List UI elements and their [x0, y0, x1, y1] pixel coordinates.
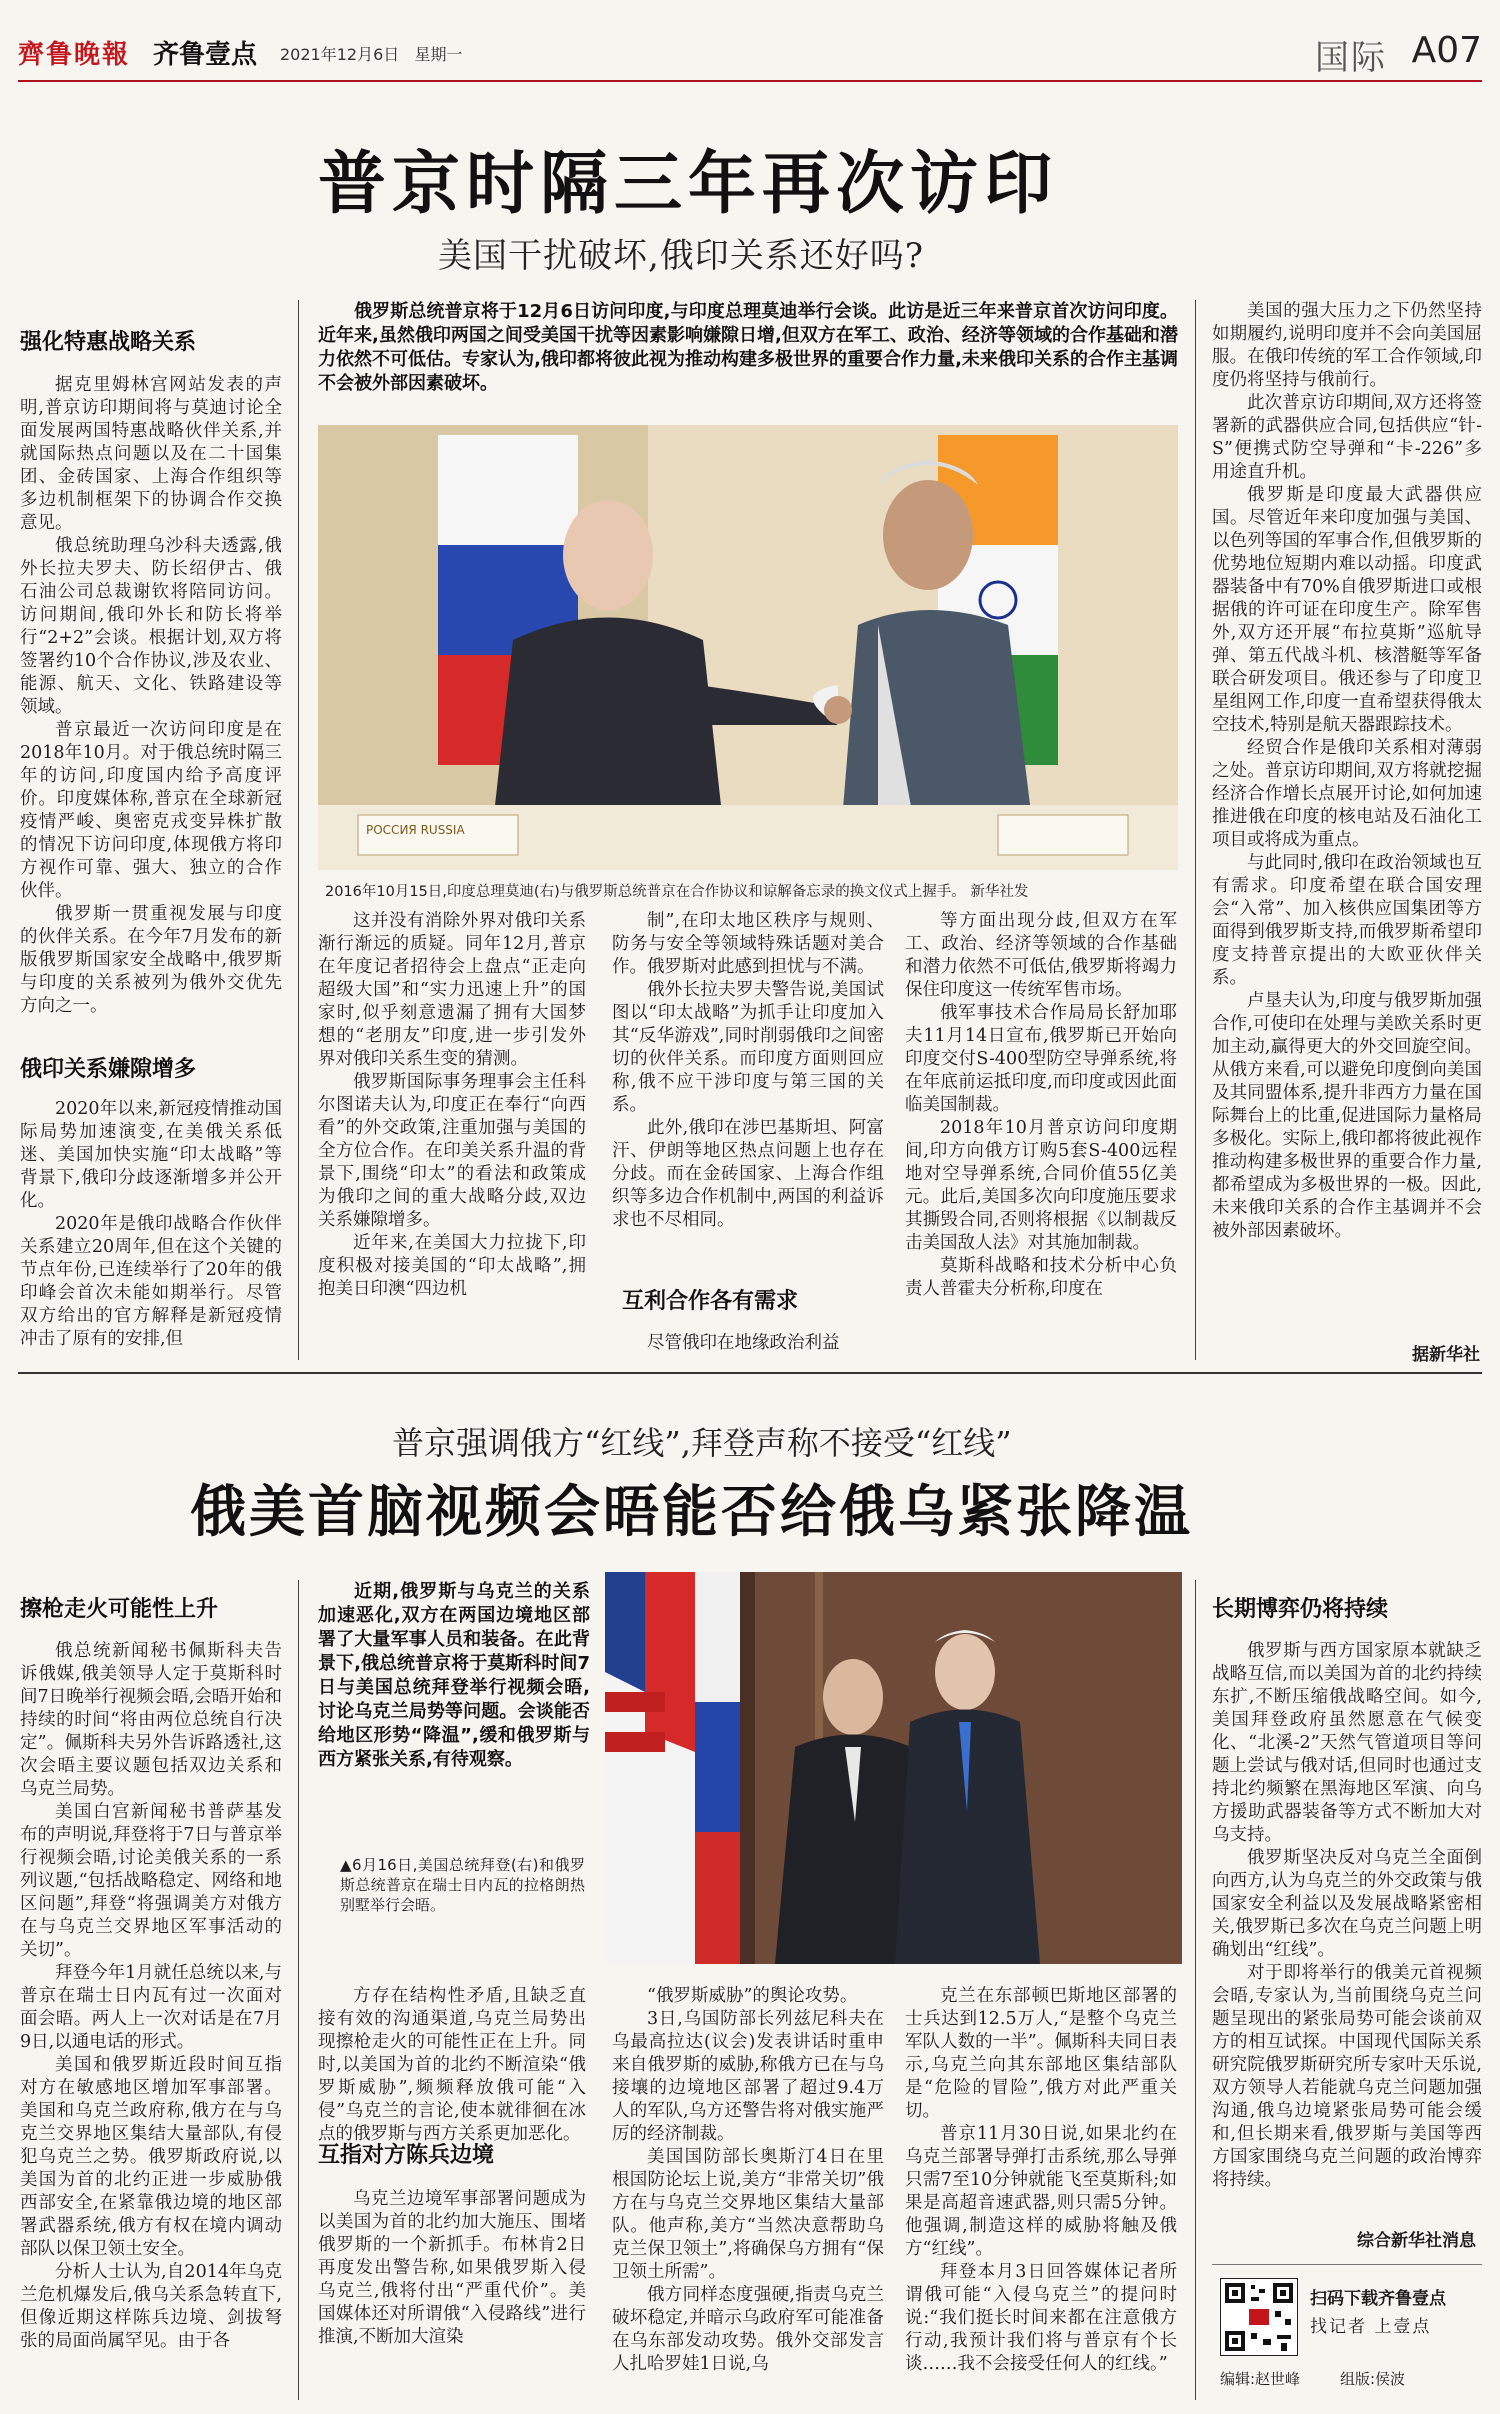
story2-lead: 近期,俄罗斯与乌克兰的关系加速恶化,双方在两国边境地区部署了大量军事人员和装备。在此背景下,俄总统普京将于莫斯科时间7日与美国总统拜登举行视频会晤,讨论乌克兰局势等问题。会谈能否给地区形势“降温”,缓和俄罗斯与西方紧张关系,有待观察。	[318, 1581, 590, 1770]
page-number: A07	[1411, 30, 1482, 71]
qr-code-icon[interactable]	[1220, 2278, 1298, 2356]
story1-section-heading: 强化特惠战略关系	[20, 330, 197, 355]
layout-credit: 组版:侯波	[1340, 2370, 1406, 2388]
story1-column-2: 这并没有消除外界对俄印关系渐行渐远的质疑。同年12月,普京在年度记者招待会上盘点“正走向超级大国”和“实力迅速上升”的国家时,似乎刻意遗漏了拥有大国梦想的“老朋友”印度,进一步引发外界对俄印关系生变的猜测。 俄罗斯国际事务理事会主任科尔图诺夫认为,印度正在奉行“向西看”的外交政策,注重加强与美国的全方位合作。在印美关系升温的背景下,围绕“印太”的看法和政策成为俄印之间的重大战略分歧,双边关系嫌隙增多。 近年来,在美国大力拉拢下,印度积极对接美国的“印太战略”,拥抱美日印澳“四边机	[318, 911, 586, 1299]
app-logo: 齐鲁壹点	[153, 40, 258, 70]
story2-column-1: 俄总统新闻秘书佩斯科夫告诉俄媒,俄美领导人定于莫斯科时间7日晚举行视频会晤,会晤开始和持续的时间“将由两位总统自行决定”。佩斯科夫另外告诉路透社,这次会晤主要议题包括双边关系和乌克兰局势。 美国白宫新闻秘书普萨基发布的声明说,拜登将于7日与普京举行视频会晤,讨论美俄关系的一系列议题,“包括战略稳定、网络和地区问题”,拜登“将强调美方对俄方在与乌克兰交界地区军事活动的关切”。 拜登今年1月就任总统以来,与普京在瑞士日内瓦有过一次面对面会晤。两人上一次对话是在7月9日,以通电话的形式。 美国和俄罗斯近段时间互指对方在敏感地区增加军事部署。美国和乌克兰政府称,俄方在与乌克兰交界地区集结大量部队,有侵犯乌克兰之势。俄罗斯政府说,以美国为首的北约正进一步威胁俄西部安全,在紧靠俄边境的地区部署武器系统,俄方有权在境内调动部队以保卫领土安全。 分析人士认为,自2014年乌克兰危机爆发后,俄乌关系急转直下,但像近期这样陈兵边境、剑拔弩张的局面尚属罕见。由于各	[20, 1641, 282, 2351]
story2-section-heading: 长期博弈仍将持续	[1212, 1597, 1389, 1622]
story1-section-heading: 互利合作各有需求	[622, 1289, 799, 1314]
summit-photo-illustration	[605, 1572, 1182, 1964]
story2-headline: 俄美首脑视频会晤能否给俄乌紧张降温	[190, 1479, 1193, 1545]
story1-column-3: 制”,在印太地区秩序与规则、防务与安全等领域特殊话题对美合作。俄罗斯对此感到担忧与不满。 俄外长拉夫罗夫警告说,美国试图以“印太战略”为抓手让印度加入其“反华游戏”,同时削弱俄印之间密切的伙伴关系。而印度方面则回应称,俄不应干涉印度与第三国的关系。 此外,俄印在涉巴基斯坦、阿富汗、伊朗等地区热点问题上也存在分歧。而在金砖国家、上海合作组织等多边合作机制中,两国的利益诉求也不尽相同。	[612, 911, 884, 1230]
story2-photo	[605, 1572, 1182, 1964]
story2-signature: 综合新华社消息	[1357, 2231, 1476, 2251]
footer-rule	[1212, 2264, 1482, 2265]
qr-download-text: 扫码下载齐鲁壹点	[1310, 2289, 1446, 2309]
masthead	[18, 28, 1482, 82]
story1-column-4: 等方面出现分歧,但双方在军工、政治、经济等领域的合作基础和潜力依然不可低估,俄罗斯将竭力保住印度这一传统军售市场。 俄军事技术合作局局长舒加耶夫11月14日宣布,俄罗斯已开始向印度交付S-400型防空导弹系统,将在年底前运抵印度,而印度或因此面临美国制裁。 2018年10月普京访问印度期间,印方向俄方订购5套S-400远程地对空导弹系统,合同价值55亿美元。此后,美国多次向印度施压要求其撕毁合同,否则将根据《以制裁反击美国敌人法》对其施加制裁。 莫斯科战略和技术分析中心负责人普霍夫分析称,印度在	[905, 911, 1177, 1299]
issue-date: 2021年12月6日 星期一	[280, 45, 463, 64]
story1-column-3-tail: 尽管俄印在地缘政治利益	[647, 1333, 840, 1353]
story2-column-2: 方存在结构性矛盾,且缺乏直接有效的沟通渠道,乌克兰局势出现擦枪走火的可能性正在上升。同时,以美国为首的北约不断渲染“俄罗斯威胁”,频频释放俄可能“入侵”乌克兰的言论,使本就徘徊在冰点的俄罗斯与西方关系更加恶化。	[318, 1986, 586, 2144]
editor-credit: 编辑:赵世峰	[1220, 2370, 1301, 2388]
story2-column-3: “俄罗斯威胁”的舆论攻势。 3日,乌国防部长列兹尼科夫在乌最高拉达(议会)发表讲话时重申来自俄罗斯的威胁,称俄方已在与乌接壤的边境地区部署了超过9.4万人的军队,乌方还警告将对俄实施严厉的经济制裁。 美国国防部长奥斯汀4日在里根国防论坛上说,美方“非常关切”俄方在与乌克兰交界地区集结大量部队。他声称,美方“当然决意帮助乌克兰保卫领土”,将确保乌方拥有“保卫领土所需”。 俄方同样态度强硬,指责乌克兰破坏稳定,并暗示乌政府军可能准备在乌东部发动攻势。俄外交部发言人扎哈罗娃1日说,乌	[612, 1986, 884, 2374]
photo-nameplate: РОССИЯ RUSSIA	[366, 823, 465, 837]
story2-column-2-tail: 乌克兰边境军事部署问题成为以美国为首的北约加大施压、围堵俄罗斯的一个新抓手。布林肯2日再度发出警告称,如果俄罗斯入侵乌克兰,俄将付出“严重代价”。美国媒体还对所谓俄“入侵路线”进行推演,不断加大渲染	[318, 2189, 586, 2347]
story1-signature: 据新华社	[1412, 1345, 1480, 1365]
section-label: 国际	[1315, 38, 1387, 78]
story2-column-5: 俄罗斯与西方国家原本就缺乏战略互信,而以美国为首的北约持续东扩,不断压缩俄战略空间。如今,美国拜登政府虽然愿意在气候变化、“北溪-2”天然气管道项目等问题上尝试与俄对话,但同时也通过支持北约频繁在黑海地区军演、向乌方援助武器装备等方式不断加大对乌支持。 俄罗斯坚决反对乌克兰全面倒向西方,认为乌克兰的外交政策与俄国家安全利益以及发展战略紧密相关,俄罗斯已多次在乌克兰问题上明确划出“红线”。 对于即将举行的俄美元首视频会晤,专家认为,当前围绕乌克兰问题呈现出的紧张局势可能会谈前双方的相互试探。中国现代国际关系研究院俄罗斯研究所专家叶天乐说,双方领导人若能就乌克兰问题加强沟通,俄乌边境紧张局势可能会缓和,但长期来看,俄罗斯与美国等西方国家围绕乌克兰问题的政治博弈将持续。	[1212, 1641, 1482, 2190]
story1-headline: 普京时隔三年再次访印	[318, 144, 1059, 224]
story2-section-heading: 互指对方陈兵边境	[318, 2143, 495, 2168]
column-rule	[1195, 300, 1196, 1360]
story1-column-5: 美国的强大压力之下仍然坚持如期履约,说明印度并不会向美国屈服。在俄印传统的军工合作领域,印度仍将坚持与俄前行。 此次普京访印期间,双方还将签署新的武器供应合同,包括供应“针-S”便携式防空导弹和“卡-226”多用途直升机。 俄罗斯是印度最大武器供应国。尽管近年来印度加强与美国、以色列等国的军事合作,但俄罗斯的优势地位短期内难以动摇。印度武器装备中有70%自俄罗斯进口或根据俄的许可证在印度生产。除军售外,双方还开展“布拉莫斯”巡航导弹、第五代战斗机、核潜艇等军备联合研发项目。俄还参与了印度卫星组网工作,印度一直希望获得俄太空技术,特别是航天器跟踪技术。 经贸合作是俄印关系相对薄弱之处。普京访印期间,双方将就挖掘经济合作增长点展开讨论,如何加速推进俄在印度的核电站及石油化工项目或将成为重点。 与此同时,俄印在政治领域也互有需求。印度希望在联合国安理会“入常”、加入核供应国集团等方面得到俄罗斯支持,而俄罗斯希望印度支持普京提出的大欧亚伙伴关系。 卢垦夫认为,印度与俄罗斯加强合作,可使印在处理与美欧关系时更加主动,赢得更大的外交回旋空间。从俄方来看,可以避免印度倒向美国及其同盟体系,提升非西方力量在国际舞台上的比重,促进国际力量格局多极化。实际上,俄印都将彼此视作推动构建多极世界的重要合作力量,都希望成为多极世界的一极。因此,未来俄印关系的合作主基调并不会被外部因素破坏。	[1212, 301, 1482, 1241]
story2-column-4: 克兰在东部顿巴斯地区部署的士兵达到12.5万人,“是整个乌克兰军队人数的一半”。佩斯科夫同日表示,乌克兰向其东部地区集结部队是“危险的冒险”,俄方对此严重关切。 普京11月30日说,如果北约在乌克兰部署导弹打击系统,那么导弹只需7至10分钟就能飞至莫斯科;如果是高超音速武器,则只需5分钟。他强调,制造这样的威胁将触及俄方“红线”。 拜登本月3日回答媒体记者所谓俄可能“入侵乌克兰”的提问时说:“我们挺长时间来都在注意俄方行动,我预计我们将与普京有个长谈……我不会接受任何人的红线。”	[905, 1986, 1177, 2374]
column-rule	[298, 1580, 299, 2400]
story1-section-heading: 俄印关系嫌隙增多	[20, 1057, 197, 1082]
story2-section-heading: 擦枪走火可能性上升	[20, 1597, 219, 1622]
qr-tagline: 找记者 上壹点	[1310, 2317, 1432, 2337]
handshake-photo-illustration	[318, 425, 1178, 870]
story2-photo-caption: ▲6月16日,美国总统拜登(右)和俄罗斯总统普京在瑞士日内瓦的拉格朗热别墅举行会晤。	[340, 1856, 585, 1914]
column-rule	[298, 300, 299, 1360]
story1-column-1a: 据克里姆林宫网站发表的声明,普京访印期间将与莫迪讨论全面发展两国特惠战略伙伴关系,并就国际热点问题以及在二十国集团、金砖国家、上海合作组织等多边机制框架下的协调合作交换意见。 俄总统助理乌沙科夫透露,俄外长拉夫罗夫、防长绍伊古、俄石油公司总裁谢钦将陪同访问。访问期间,俄印外长和防长将举行“2+2”会谈。根据计划,双方将签署约10个合作协议,涉及农业、能源、航天、文化、铁路建设等领域。 普京最近一次访问印度是在2018年10月。对于俄总统时隔三年的访问,印度国内给予高度评价。印度媒体称,普京在全球新冠疫情严峻、奥密克戎变异株扩散的情况下访问印度,体现俄方将印方视作可靠、强大、独立的合作伙伴。 俄罗斯一贯重视发展与印度的伙伴关系。在今年7月发布的新版俄罗斯国家安全战略中,俄罗斯与印度的关系被列为俄外交优先方向之一。	[20, 375, 282, 1016]
story1-photo	[318, 425, 1178, 870]
story1-photo-caption: 2016年10月15日,印度总理莫迪(右)与俄罗斯总统普京在合作协议和谅解备忘录的换文仪式上握手。 新华社发	[325, 884, 1029, 900]
column-rule	[1195, 1580, 1196, 2400]
story1-subhead: 美国干扰破坏,俄印关系还好吗?	[438, 236, 925, 276]
story1-column-1b: 2020年以来,新冠疫情推动国际局势加速演变,在美俄关系低迷、美国加快实施“印太战略”等背景下,俄印分歧逐渐增多并公开化。 2020年是俄印战略合作伙伴关系建立20周年,但在这个关键的节点年份,已连续举行了20年的俄印峰会首次未能如期举行。尽管双方给出的官方解释是新冠疫情冲击了原有的安排,但	[20, 1099, 282, 1349]
newspaper-logo: 齊鲁晚報	[18, 40, 131, 70]
story-divider	[18, 1372, 1482, 1374]
story2-kicker: 普京强调俄方“红线”,拜登声称不接受“红线”	[392, 1424, 1012, 1462]
story1-lead: 俄罗斯总统普京将于12月6日访问印度,与印度总理莫迪举行会谈。此访是近三年来普京首次访问印度。近年来,虽然俄印两国之间受美国干扰等因素影响嫌隙日增,但双方在军工、政治、经济等领域的合作基础和潜力依然不可低估。专家认为,俄印都将彼此视为推动构建多极世界的重要合作力量,未来俄印关系的合作主基调不会被外部因素破坏。	[318, 301, 1178, 394]
